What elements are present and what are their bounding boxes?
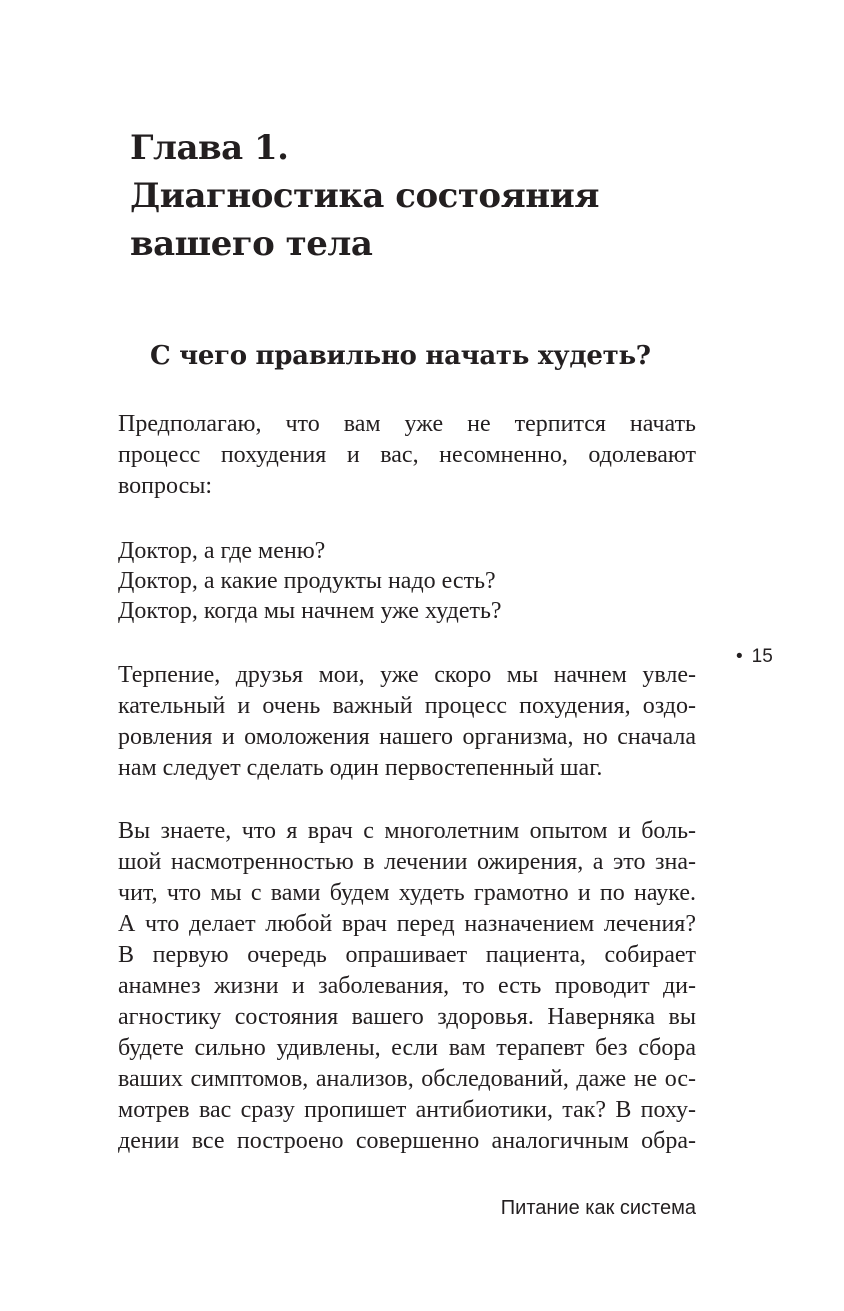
text-line: мотрев вас сразу пропишет антибиотики, так? В поху-: [118, 1097, 696, 1123]
chapter-title-line: Глава 1.: [130, 128, 289, 168]
text-line: будете сильно удивлены, если вам терапевт без сбора: [118, 1035, 696, 1061]
chapter-title-line: вашего тела: [130, 224, 373, 264]
text-line: чит, что мы с вами будем худеть грамотно и по науке.: [118, 880, 696, 906]
chapter-title: [130, 124, 750, 268]
text-line: ваших симптомов, анализов, обследований, даже не ос-: [118, 1066, 696, 1092]
question-item: Доктор, а где меню?: [118, 538, 326, 564]
paragraph-patience: [118, 660, 696, 784]
page-number-bullet: •: [736, 646, 743, 667]
running-footer: Питание как система: [500, 1197, 696, 1219]
text-line: А что делает любой врач перед назначением лечения?: [118, 911, 696, 937]
text-line: вопросы:: [118, 473, 213, 499]
text-line: процесс похудения и вас, несомненно, одолевают: [118, 442, 696, 468]
text-line: анамнез жизни и заболевания, то есть проводит ди-: [118, 973, 696, 999]
text-line: Вы знаете, что я врач с многолетним опытом и боль-: [118, 818, 696, 844]
section-title: С чего правильно начать худеть?: [150, 341, 651, 371]
question-item: Доктор, когда мы начнем уже худеть?: [118, 598, 502, 624]
text-line: Терпение, друзья мои, уже скоро мы начнем увле-: [118, 662, 696, 688]
text-line: Предполагаю, что вам уже не терпится начать: [118, 411, 696, 437]
text-line: кательный и очень важный процесс похудения, оздо-: [118, 693, 696, 719]
page-number-value: 15: [751, 646, 773, 667]
paragraph-intro: [118, 409, 696, 502]
text-line: В первую очередь опрашивает пациента, собирает: [118, 942, 696, 968]
page-number: [736, 645, 773, 669]
text-line: дении все построено совершенно аналогичным обра-: [118, 1128, 696, 1154]
paragraph-doctor: [118, 816, 696, 1157]
text-line: нам следует сделать один первостепенный шаг.: [118, 755, 603, 781]
text-line: ровления и омоложения нашего организма, но сначала: [118, 724, 696, 750]
text-line: шой насмотренностью в лечении ожирения, а это зна-: [118, 849, 696, 875]
questions-list: [118, 536, 696, 626]
chapter-title-line: Диагностика состояния: [130, 176, 599, 216]
question-item: Доктор, а какие продукты надо есть?: [118, 568, 496, 594]
text-line: агностику состояния вашего здоровья. Наверняка вы: [118, 1004, 696, 1030]
